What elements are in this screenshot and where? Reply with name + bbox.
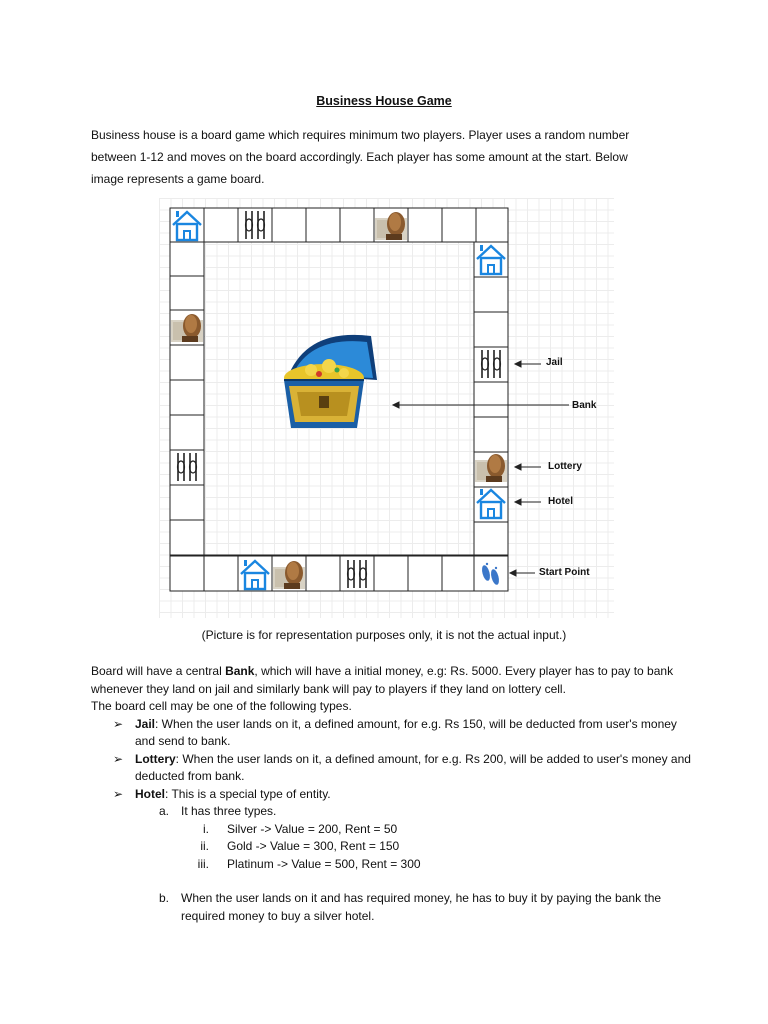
- rule-term: Lottery: [135, 751, 176, 766]
- rule-text: : When the user lands on it, a defined amount, for e.g. Rs 200, will be added to user's money and deducted from bank.: [135, 751, 691, 783]
- lottery-label: Lottery: [548, 461, 582, 472]
- list-marker: iii.: [197, 856, 209, 871]
- hotel-type: Platinum -> Value = 500, Rent = 300: [227, 856, 421, 871]
- bank-paragraph: [91, 663, 691, 698]
- cell-types-list: [91, 716, 691, 926]
- list-item: [91, 786, 691, 926]
- start-point-label: Start Point: [539, 567, 590, 578]
- sub-text: When the user lands on it and has required money, he has to buy it by paying the bank the required money to buy a silver hotel.: [181, 891, 662, 923]
- hotel-label: Hotel: [548, 496, 573, 507]
- intro-line: image represents a game board.: [91, 172, 265, 186]
- list-item: [91, 751, 691, 786]
- intro-line: Business house is a board game which requires minimum two players. Player uses a random number: [91, 128, 630, 142]
- rule-term: Hotel: [135, 786, 165, 801]
- rule-term: Jail: [135, 716, 156, 731]
- sub-text: It has three types.: [181, 804, 277, 818]
- cell-types-intro: The board cell may be one of the following types.: [91, 699, 352, 713]
- bank-term: Bank: [225, 664, 255, 678]
- list-item: [135, 803, 691, 890]
- list-marker: b.: [159, 891, 170, 905]
- board-cells: [159, 198, 614, 618]
- rule-text: : When the user lands on it, a defined amount, for e.g. Rs 150, will be deducted from user's money and send to bank.: [135, 716, 677, 748]
- intro-line: between 1-12 and moves on the board accordingly. Each player has some amount at the start. Below: [91, 150, 628, 164]
- hotel-types-list: [181, 821, 691, 874]
- document-title: Business House Game: [316, 94, 452, 108]
- rules-body: [91, 663, 691, 925]
- rule-text: : This is a special type of entity.: [165, 786, 331, 801]
- list-item: [181, 838, 691, 856]
- arrow-bullet-icon: ➢: [113, 786, 124, 801]
- arrow-bullet-icon: ➢: [113, 716, 124, 731]
- list-marker: i.: [203, 821, 209, 836]
- text: Board will have a central: [91, 664, 226, 678]
- list-item: [181, 821, 691, 839]
- list-item: [135, 890, 691, 925]
- jail-label: Jail: [546, 357, 563, 368]
- hotel-type: Gold -> Value = 300, Rent = 150: [227, 839, 400, 853]
- list-item: [91, 716, 691, 751]
- text: , which will have a initial money, e.g: Rs. 5000. Every player has to pay to bank whenever they land on jail and similarly bank will pay to players if they land on lottery cell.: [91, 664, 674, 696]
- list-marker: ii.: [200, 839, 209, 853]
- list-item: [181, 856, 691, 874]
- intro-paragraph: [91, 124, 691, 190]
- treasure-chest-icon: [284, 335, 377, 428]
- bank-label: Bank: [572, 400, 597, 411]
- arrow-bullet-icon: ➢: [113, 751, 124, 766]
- hotel-sub-list: [135, 803, 691, 925]
- figure-caption: (Picture is for representation purposes only, it is not the actual input.): [201, 628, 567, 642]
- list-marker: a.: [159, 804, 170, 818]
- hotel-type: Silver -> Value = 200, Rent = 50: [227, 821, 398, 836]
- game-board-figure: [159, 198, 614, 618]
